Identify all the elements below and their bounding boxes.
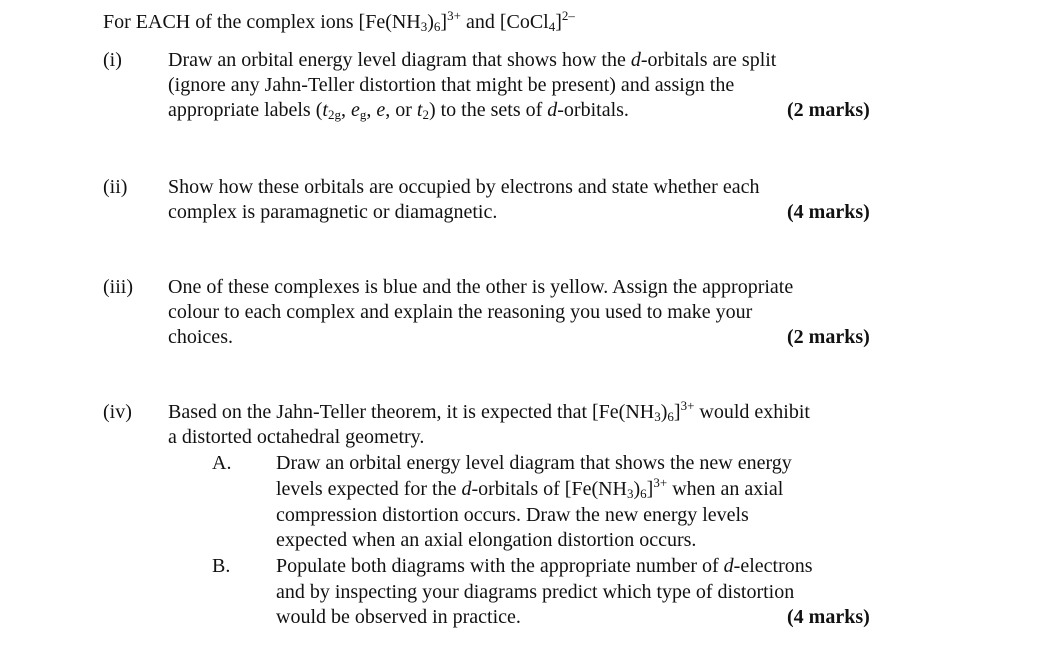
q3-label: (iii) <box>103 276 133 298</box>
q2-line-1: Show how these orbitals are occupied by electrons and state whether each <box>168 176 760 198</box>
q3-line-1: One of these complexes is blue and the other is yellow. Assign the appropriate <box>168 276 794 298</box>
intro-line: For EACH of the complex ions $[Fe(NH_3)_6]^{3+}$ and [CoCl$_4$]$^{2-}$ <box>103 8 575 34</box>
q3-line-2: colour to each complex and explain the reasoning you used to make your <box>168 301 753 323</box>
q4-marks: (4 marks) <box>787 606 870 628</box>
ion-cocl4: [CoCl$_4$]$^{2-}$ <box>499 8 575 34</box>
q4-part-a-label: A. <box>212 452 232 474</box>
q4-line-1: Based on the Jahn-Teller theorem, it is expected that $[Fe(NH_3)_6]^{3+}$ would exhibit <box>168 398 810 424</box>
ion-fe-nh3-6: $[Fe(NH_3)_6]^{3+}$ <box>592 398 695 424</box>
q4-part-a-line-1: Draw an orbital energy level diagram that shows the new energy <box>276 452 792 474</box>
q4-part-b-label: B. <box>212 555 231 577</box>
q3-marks: (2 marks) <box>787 326 870 348</box>
q4-part-a-line-2: levels expected for the d-orbitals of $[Fe(NH_3)_6]^{3+}$ when an axial <box>276 475 784 501</box>
q4-part-b-line-1: Populate both diagrams with the appropriate number of d-electrons <box>276 555 813 577</box>
q4-part-a-line-4: expected when an axial elongation distortion occurs. <box>276 529 697 551</box>
q2-marks: (4 marks) <box>787 201 870 223</box>
q4-part-b-line-3: would be observed in practice. <box>276 606 521 628</box>
q1-line-1: Draw an orbital energy level diagram that shows how the d-orbitals are split <box>168 49 777 71</box>
q1-label: (i) <box>103 49 122 71</box>
q1-marks: (2 marks) <box>787 99 870 121</box>
q4-line-2: a distorted octahedral geometry. <box>168 426 425 448</box>
q2-label: (ii) <box>103 176 128 198</box>
ion-fe-nh3-6: $[Fe(NH_3)_6]^{3+}$ <box>564 475 668 501</box>
q2-line-2: complex is paramagnetic or diamagnetic. <box>168 201 498 223</box>
q1-line-3: appropriate labels ($t_{2g}$, $e_g$, e, or $t_2$) to the sets of d-orbitals. <box>168 99 629 122</box>
q3-line-3: choices. <box>168 326 233 348</box>
q4-part-b-line-2: and by inspecting your diagrams predict which type of distortion <box>276 581 795 603</box>
ion-fe-nh3-6: $[Fe(NH_3)_6]^{3+}$ <box>358 8 461 34</box>
q4-part-a-line-3: compression distortion occurs. Draw the new energy levels <box>276 504 749 526</box>
q1-line-2: (ignore any Jahn-Teller distortion that might be present) and assign the <box>168 74 735 96</box>
q4-label: (iv) <box>103 401 132 423</box>
